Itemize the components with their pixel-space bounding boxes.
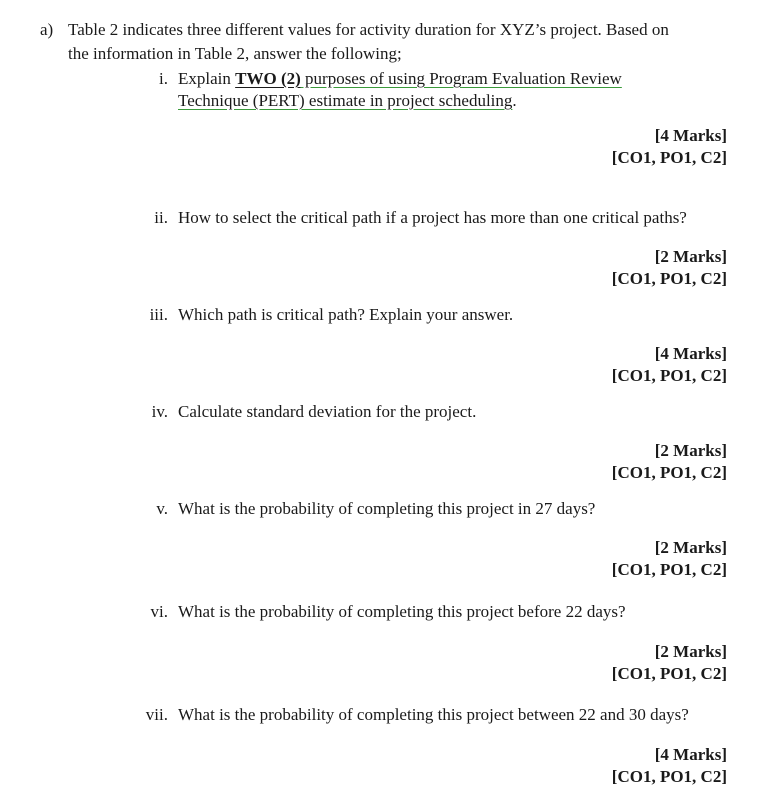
question-intro-line-2: the information in Table 2, answer the following; — [68, 44, 402, 63]
subquestion-number: v. — [156, 499, 168, 518]
subquestion-text: What is the probability of completing this project between 22 and 30 days? — [178, 705, 689, 724]
question-label: a) — [40, 20, 54, 39]
marks-value: [4 Marks] — [654, 126, 727, 145]
subquestion-text-line-2 — [178, 90, 517, 112]
subquestion-number: vii. — [145, 705, 168, 724]
marks-value: [2 Marks] — [654, 441, 727, 460]
subquestion-line-2: Technique (PERT) estimate in project scheduling — [178, 91, 513, 110]
subquestion-emphasis: TWO (2) — [235, 69, 301, 88]
course-outcome-codes: [CO1, PO1, C2] — [611, 767, 727, 786]
marks-value: [4 Marks] — [654, 344, 727, 363]
course-outcome-codes: [CO1, PO1, C2] — [611, 148, 727, 167]
subquestion-number: vi. — [150, 602, 168, 621]
subquestion-text: Calculate standard deviation for the project. — [178, 402, 477, 421]
subquestion-number: i. — [159, 69, 168, 88]
question-intro-line-1: Table 2 indicates three different values for activity duration for XYZ’s project. Based on — [68, 20, 669, 39]
subquestion-text: What is the probability of completing this project in 27 days? — [178, 499, 596, 518]
course-outcome-codes: [CO1, PO1, C2] — [611, 269, 727, 288]
subquestion-line-2-end: . — [512, 91, 517, 110]
marks-value: [2 Marks] — [654, 538, 727, 557]
subquestion-number: ii. — [154, 208, 168, 227]
course-outcome-codes: [CO1, PO1, C2] — [611, 664, 727, 683]
course-outcome-codes: [CO1, PO1, C2] — [611, 463, 727, 482]
subquestion-text: What is the probability of completing this project before 22 days? — [178, 602, 626, 621]
marks-block — [612, 246, 727, 290]
marks-value: [4 Marks] — [654, 745, 727, 764]
marks-block — [612, 343, 727, 387]
course-outcome-codes: [CO1, PO1, C2] — [611, 366, 727, 385]
marks-value: [2 Marks] — [654, 642, 727, 661]
subquestion-text — [178, 68, 622, 90]
marks-block — [612, 537, 727, 581]
marks-value: [2 Marks] — [654, 247, 727, 266]
subquestion-number: iv. — [151, 402, 168, 421]
subquestion-text: Which path is critical path? Explain your answer. — [178, 305, 514, 324]
subquestion-number: iii. — [149, 305, 168, 324]
subquestion-text-rest: purposes of using Program Evaluation Review — [300, 69, 622, 88]
marks-block — [612, 440, 727, 484]
marks-block — [612, 641, 727, 685]
course-outcome-codes: [CO1, PO1, C2] — [611, 560, 727, 579]
marks-block — [612, 125, 727, 169]
marks-block — [612, 744, 727, 788]
subquestion-prefix: Explain — [178, 69, 236, 88]
subquestion-text: How to select the critical path if a project has more than one critical paths? — [178, 208, 687, 227]
